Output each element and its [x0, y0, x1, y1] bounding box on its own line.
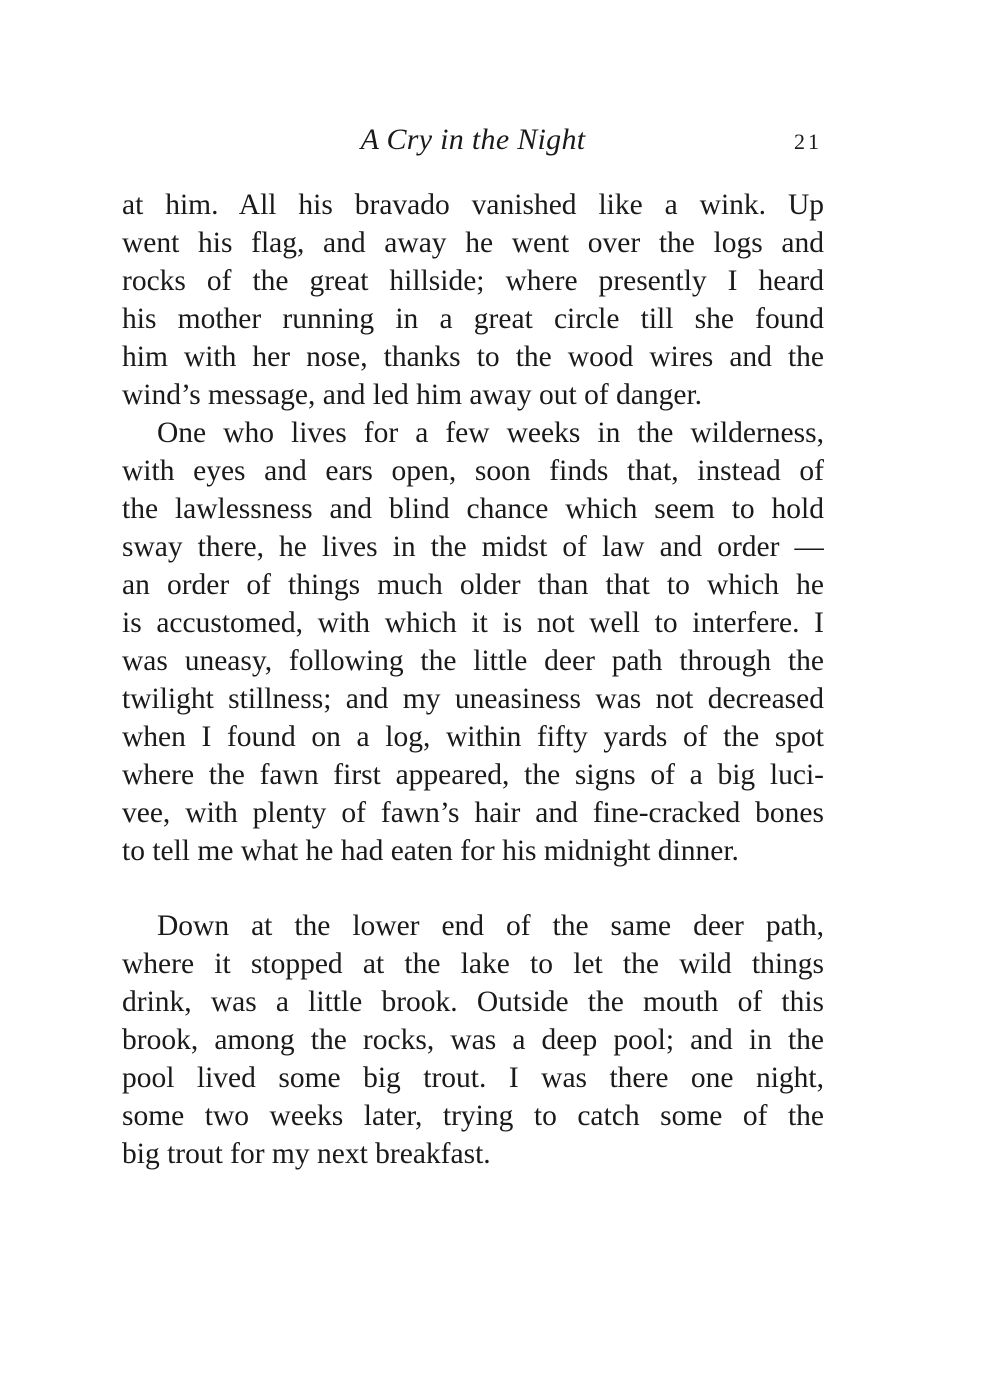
text-line: One who lives for a few weeks in the wilderness,: [157, 417, 824, 449]
text-line: is accustomed, with which it is not well to interfere. I: [122, 607, 824, 639]
text-line: was uneasy, following the little deer path through the: [122, 645, 824, 677]
text-line: when I found on a log, within fifty yards of the spot: [122, 721, 824, 753]
text-line: some two weeks later, trying to catch some of the: [122, 1100, 824, 1132]
paragraph-3: [122, 907, 824, 1173]
paragraph-2: [122, 414, 824, 870]
text-line: brook, among the rocks, was a deep pool; and in the: [122, 1024, 824, 1056]
text-line: his mother running in a great circle till she found: [122, 303, 824, 335]
text-line: him with her nose, thanks to the wood wires and the: [122, 341, 824, 373]
text-line: went his flag, and away he went over the logs and: [122, 227, 824, 259]
text-line: big trout for my next breakfast.: [122, 1138, 491, 1170]
text-line: at him. All his bravado vanished like a wink. Up: [122, 189, 824, 221]
text-block-upper: [122, 186, 824, 870]
text-line: wind’s message, and led him away out of danger.: [122, 379, 703, 411]
text-line: to tell me what he had eaten for his midnight dinner.: [122, 835, 739, 867]
text-line: twilight stillness; and my uneasiness was not decreased: [122, 683, 824, 715]
page-number: 21: [794, 129, 822, 154]
text-line: with eyes and ears open, soon finds that, instead of: [122, 455, 824, 487]
text-line: where the fawn first appeared, the signs of a big luci-: [122, 759, 824, 791]
text-line: where it stopped at the lake to let the wild things: [122, 948, 824, 980]
running-head: [122, 118, 824, 162]
text-line: sway there, he lives in the midst of law and order —: [122, 531, 824, 563]
text-line: an order of things much older than that to which he: [122, 569, 824, 601]
text-line: rocks of the great hillside; where presently I heard: [122, 265, 824, 297]
text-block-lower: [122, 907, 824, 1173]
text-line: the lawlessness and blind chance which seem to hold: [122, 493, 824, 525]
paragraph-1: [122, 186, 824, 414]
running-title: A Cry in the Night: [360, 123, 586, 156]
text-line: pool lived some big trout. I was there one night,: [122, 1062, 824, 1094]
text-line: vee, with plenty of fawn’s hair and fine-cracked bones: [122, 797, 824, 829]
text-line: Down at the lower end of the same deer path,: [157, 910, 824, 942]
text-line: drink, was a little brook. Outside the mouth of this: [122, 986, 824, 1018]
